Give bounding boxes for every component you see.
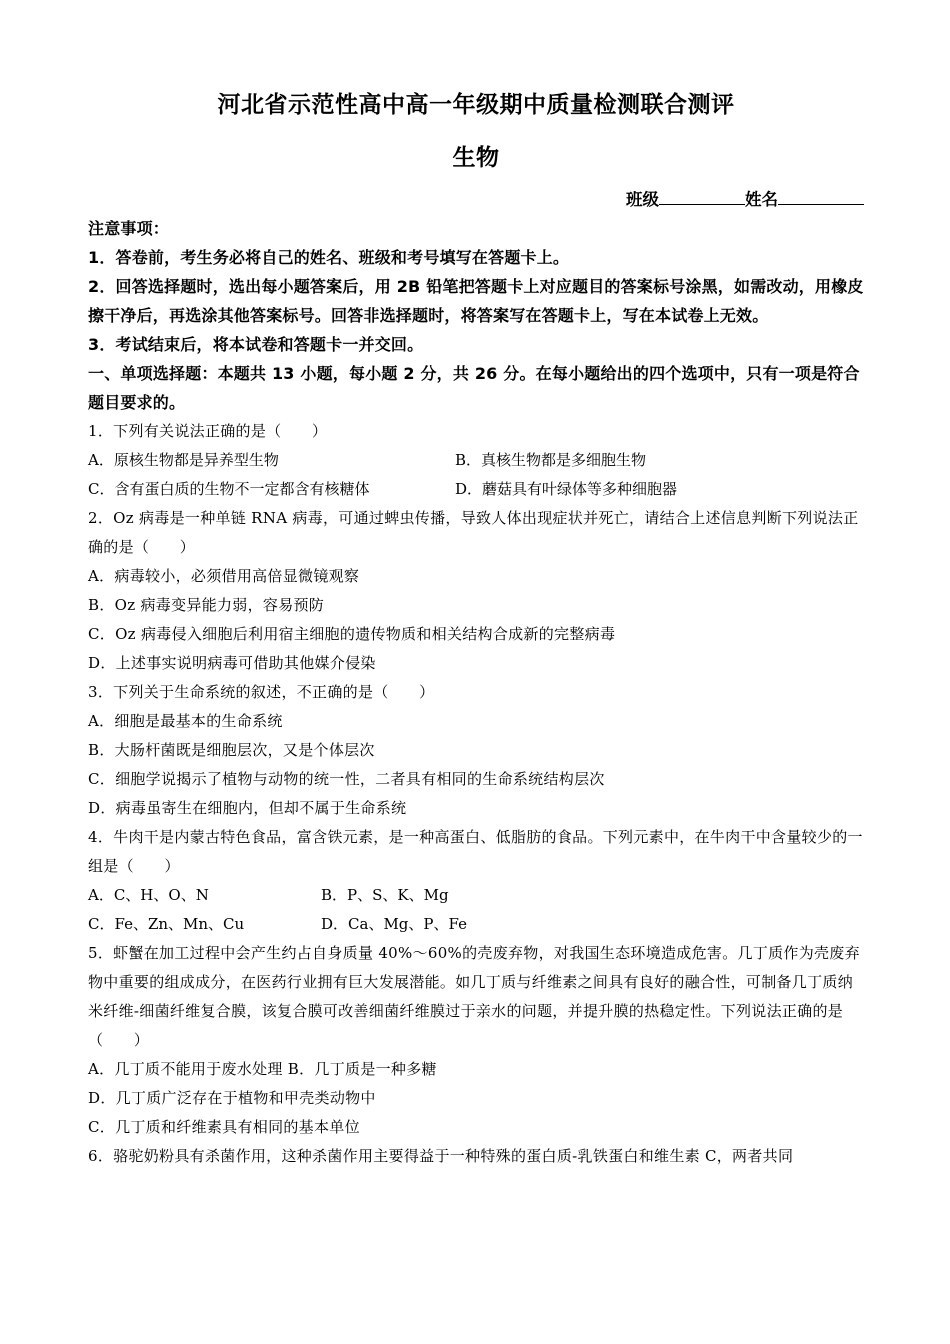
question-2-option-b: B．Oz 病毒变异能力弱，容易预防 [88, 596, 325, 614]
question-4-options-cd [88, 910, 864, 939]
question-5-option-d: D．几丁质广泛存在于植物和甲壳类动物中 [88, 1089, 376, 1107]
question-1-option-c: C．含有蛋白质的生物不一定都含有核糖体 [88, 480, 370, 498]
name-blank [778, 187, 864, 205]
question-2-stem: 2．Oz 病毒是一种单链 RNA 病毒，可通过蜱虫传播，导致人体出现症状并死亡，请结合上述信息判断下列说法正确的是（ ） [88, 509, 859, 556]
notice-item-3: 3．考试结束后，将本试卷和答题卡一并交回。 [88, 335, 424, 354]
question-2-option-a: A．病毒较小，必须借用高倍显微镜观察 [88, 567, 360, 585]
question-3-option-a: A．细胞是最基本的生命系统 [88, 712, 283, 730]
question-4-option-b: B．P、S、K、Mg [321, 886, 449, 904]
section-heading: 一、单项选择题：本题共 13 小题，每小题 2 分，共 26 分。在每小题给出的四个选项中，只有一项是符合题目要求的。 [88, 364, 860, 412]
notice-heading: 注意事项： [88, 219, 170, 238]
question-3-option-b: B．大肠杆菌既是细胞层次，又是个体层次 [88, 741, 375, 759]
class-blank [659, 187, 745, 205]
question-4-option-c: C．Fe、Zn、Mn、Cu [88, 915, 245, 933]
question-5-option-ab: A．几丁质不能用于废水处理 B．几丁质是一种多糖 [88, 1060, 437, 1078]
exam-title: 河北省示范性高中高一年级期中质量检测联合测评 [217, 92, 735, 118]
question-1-stem: 1．下列有关说法正确的是（ ） [88, 422, 328, 440]
question-1-option-d: D．蘑菇具有叶绿体等多种细胞器 [455, 480, 678, 498]
question-1-option-b: B．真核生物都是多细胞生物 [455, 451, 647, 469]
notice-item-1: 1．答卷前，考生务必将自己的姓名、班级和考号填写在答题卡上。 [88, 248, 570, 267]
question-5-option-c: C．几丁质和纤维素具有相同的基本单位 [88, 1118, 360, 1136]
exam-content [88, 214, 864, 1171]
question-5-stem: 5．虾蟹在加工过程中会产生约占自身质量 40%～60%的壳废弃物，对我国生态环境造成危害。几丁质作为壳废弃物中重要的组成成分，在医药行业拥有巨大发展潜能。如几丁质与纤维素之间具有良好的融合性，可制备几丁质纳米纤维-细菌纤维复合膜，该复合膜可改善细菌纤维膜过于亲水的问题，并提升膜的热稳定性。下列说法正确的是（ ） [88, 944, 860, 1049]
question-1-options-ab [88, 446, 864, 475]
name-label: 姓名 [745, 190, 778, 209]
class-label: 班级 [626, 190, 659, 209]
question-4-stem: 4．牛肉干是内蒙古特色食品，富含铁元素，是一种高蛋白、低脂肪的食品。下列元素中，在牛肉干中含量较少的一组是（ ） [88, 828, 863, 875]
subject-title: 生物 [452, 145, 500, 171]
question-3-stem: 3．下列关于生命系统的叙述，不正确的是（ ） [88, 683, 435, 701]
question-3-option-d: D．病毒虽寄生在细胞内，但却不属于生命系统 [88, 799, 407, 817]
question-4-option-d: D．Ca、Mg、P、Fe [321, 915, 467, 933]
class-name-line [626, 186, 864, 210]
notice-item-2: 2．回答选择题时，选出每小题答案后，用 2B 铅笔把答题卡上对应题目的答案标号涂黑，如需改动，用橡皮擦干净后，再选涂其他答案标号。回答非选择题时，将答案写在答题卡上，写在本试卷上无效。 [88, 277, 864, 325]
question-2-option-d: D．上述事实说明病毒可借助其他媒介侵染 [88, 654, 376, 672]
question-3-option-c: C．细胞学说揭示了植物与动物的统一性，二者具有相同的生命系统结构层次 [88, 770, 605, 788]
question-4-options-ab [88, 881, 864, 910]
question-4-option-a: A．C、H、O、N [88, 886, 209, 904]
question-1-options-cd [88, 475, 864, 504]
question-1-option-a: A．原核生物都是异养型生物 [88, 451, 279, 469]
question-2-option-c: C．Oz 病毒侵入细胞后利用宿主细胞的遗传物质和相关结构合成新的完整病毒 [88, 625, 616, 643]
question-6-stem: 6．骆驼奶粉具有杀菌作用，这种杀菌作用主要得益于一种特殊的蛋白质-乳铁蛋白和维生素 C，两者共同 [88, 1147, 794, 1165]
